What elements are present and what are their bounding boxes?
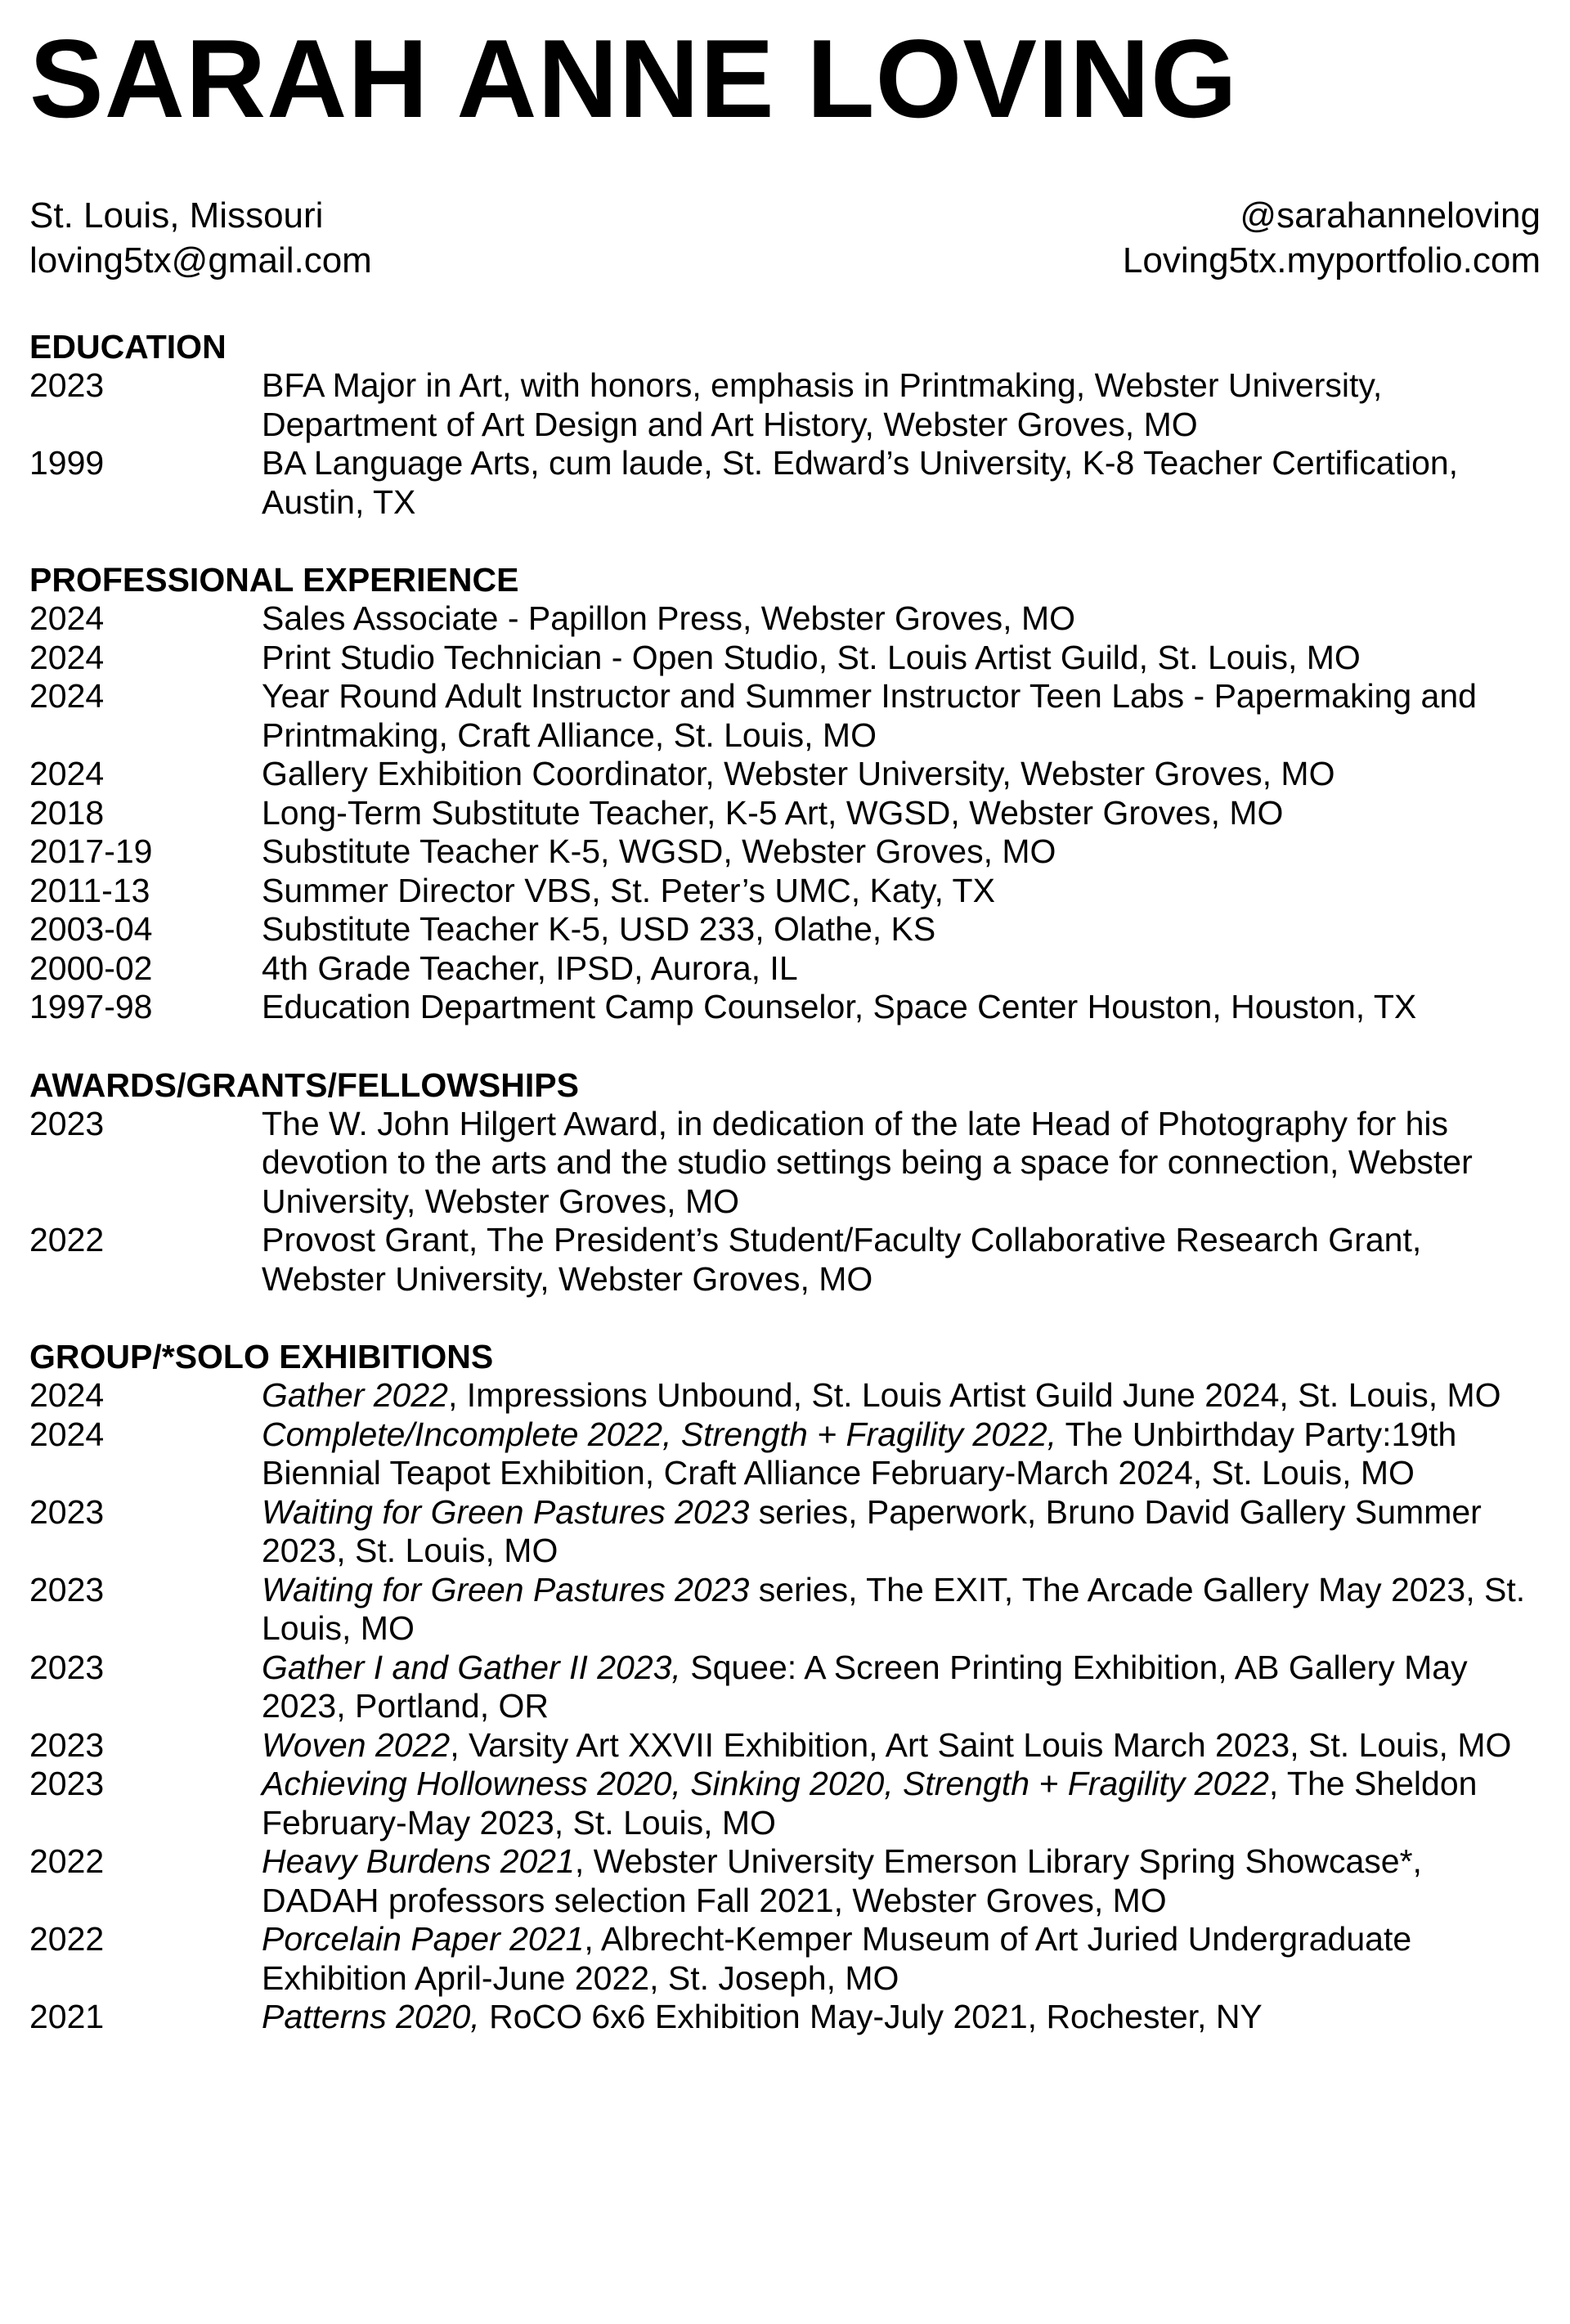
entry-description [262, 444, 1537, 522]
entry-text: series, The EXIT, The Arcade Gallery May 2023, St. Louis, MO [262, 1570, 1526, 1647]
entry-text: , Albrecht-Kemper Museum of Art Juried Undergraduate Exhibition April-June 2022, St. Joseph, MO [262, 1920, 1412, 1997]
entry-text: Provost Grant, The President’s Student/Faculty Collaborative Research Grant, Webster University, Webster Groves, MO [262, 1221, 1422, 1298]
entry-description [262, 599, 1537, 639]
entry-description [262, 1649, 1537, 1726]
contact-left [29, 193, 372, 283]
location-text: St. Louis, Missouri [29, 195, 324, 236]
entry-text: Summer Director VBS, St. Peter’s UMC, Katy, TX [262, 871, 995, 909]
entry-text: series, Paperwork, Bruno David Gallery Summer 2023, St. Louis, MO [262, 1492, 1482, 1569]
entry-row [29, 1920, 1541, 1998]
entry-year: 2023 [29, 1765, 105, 1802]
entry-year: 2024 [29, 1376, 105, 1414]
entry-year: 2022 [29, 1920, 105, 1958]
entry-year: 2021 [29, 1998, 105, 2035]
entry-text: BA Language Arts, cum laude, St. Edward’s University, K-8 Teacher Certification, Austin, TX [262, 444, 1459, 521]
entry-row [29, 599, 1541, 639]
entry-year: 2024 [29, 638, 105, 676]
work-title: Waiting for Green Pastures 2023 [262, 1492, 750, 1531]
entry-description [262, 1765, 1537, 1842]
entry-text: 4th Grade Teacher, IPSD, Aurora, IL [262, 949, 798, 987]
entry-year: 2024 [29, 599, 105, 637]
entry-row [29, 1842, 1541, 1920]
entry-year: 2023 [29, 1570, 105, 1608]
entry-description [262, 1726, 1537, 1765]
entry-row [29, 872, 1541, 911]
entry-row [29, 794, 1541, 833]
section-heading: GROUP/*SOLO EXHIBITIONS [29, 1338, 494, 1375]
entry-text: Substitute Teacher K-5, WGSD, Webster Groves, MO [262, 832, 1056, 870]
work-title: Gather I and Gather II 2023, [262, 1648, 681, 1686]
entry-description [262, 949, 1537, 989]
entry-row [29, 910, 1541, 949]
entry-text: Substitute Teacher K-5, USD 233, Olathe, KS [262, 910, 936, 948]
section-education [29, 327, 1541, 522]
entry-text: , Varsity Art XXVII Exhibition, Art Saint Louis March 2023, St. Louis, MO [450, 1725, 1512, 1764]
entry-text: The Unbirthday Party:19th Biennial Teapot Exhibition, Craft Alliance February-March 2024, St. Louis, MO [262, 1415, 1457, 1492]
entry-row [29, 1571, 1541, 1649]
social-handle: @sarahanneloving [1240, 195, 1541, 236]
email-text: loving5tx@gmail.com [29, 240, 372, 280]
entry-row [29, 1998, 1541, 2037]
entry-row [29, 1726, 1541, 1765]
entry-text: , Webster University Emerson Library Spring Showcase*, DADAH professors selection Fall 2021, Webster Groves, MO [262, 1842, 1422, 1919]
page-title: SARAH ANNE LOVING [29, 16, 1238, 141]
section-professional-experience [29, 560, 1541, 1027]
entry-text: Education Department Camp Counselor, Space Center Houston, Houston, TX [262, 988, 1417, 1025]
entry-year: 2022 [29, 1842, 105, 1880]
work-title: Achieving Hollowness 2020, Sinking 2020, Strength + Fragility 2022 [262, 1765, 1269, 1802]
entry-text: Squee: A Screen Printing Exhibition, AB Gallery May 2023, Portland, OR [262, 1648, 1468, 1725]
entry-row [29, 832, 1541, 872]
section-heading: PROFESSIONAL EXPERIENCE [29, 561, 519, 599]
work-title: Gather 2022 [262, 1376, 448, 1414]
entry-description [262, 1493, 1537, 1571]
entry-description [262, 677, 1537, 755]
entry-year: 2011-13 [29, 871, 150, 909]
entry-description [262, 366, 1537, 444]
contact-right [1123, 193, 1541, 283]
entry-description [262, 794, 1537, 833]
entry-description [262, 872, 1537, 911]
entry-description [262, 1415, 1537, 1493]
section-heading: EDUCATION [29, 328, 227, 366]
entry-row [29, 1105, 1541, 1222]
entry-description [262, 1105, 1537, 1222]
work-title: Heavy Burdens 2021 [262, 1842, 575, 1880]
entry-year: 1997-98 [29, 988, 153, 1025]
entry-text: Year Round Adult Instructor and Summer Instructor Teen Labs - Papermaking and Printmaking, Craft Alliance, St. Louis, MO [262, 677, 1477, 754]
section-awards-grants-fellowships [29, 1066, 1541, 1299]
entry-year: 2022 [29, 1221, 105, 1258]
entry-row [29, 366, 1541, 444]
entry-year: 2024 [29, 677, 105, 715]
entry-text: Gallery Exhibition Coordinator, Webster University, Webster Groves, MO [262, 755, 1335, 792]
resume-sections [29, 327, 1541, 2075]
entry-year: 2024 [29, 755, 105, 792]
entry-row [29, 1765, 1541, 1842]
entry-text: BFA Major in Art, with honors, emphasis in Printmaking, Webster University, Department of Art Design and Art History, Webster Groves, MO [262, 366, 1383, 443]
entry-year: 2017-19 [29, 832, 153, 870]
entry-row [29, 444, 1541, 522]
work-title: Porcelain Paper 2021 [262, 1920, 585, 1958]
section-heading: AWARDS/GRANTS/FELLOWSHIPS [29, 1066, 579, 1104]
entry-description [262, 1571, 1537, 1649]
entry-year: 2018 [29, 793, 105, 832]
entry-description [262, 1221, 1537, 1299]
entry-row [29, 949, 1541, 989]
entry-year: 2023 [29, 366, 105, 404]
work-title: Complete/Incomplete 2022, Strength + Fragility 2022, [262, 1415, 1057, 1453]
entry-description [262, 1376, 1537, 1415]
work-title: Patterns 2020, [262, 1998, 480, 2035]
entry-description [262, 755, 1537, 794]
entry-year: 2023 [29, 1492, 105, 1531]
entry-year: 2023 [29, 1648, 105, 1686]
entry-row [29, 1221, 1541, 1299]
work-title: Waiting for Green Pastures 2023 [262, 1570, 750, 1608]
website-text: Loving5tx.myportfolio.com [1122, 240, 1541, 280]
entry-description [262, 1842, 1537, 1920]
entry-row [29, 988, 1541, 1027]
entry-year: 2000-02 [29, 949, 153, 987]
entry-text: Long-Term Substitute Teacher, K-5 Art, WGSD, Webster Groves, MO [262, 793, 1284, 832]
entry-description [262, 1998, 1537, 2037]
work-title: Woven 2022 [262, 1725, 451, 1764]
entry-text: RoCO 6x6 Exhibition May-July 2021, Rochester, NY [479, 1998, 1263, 2035]
entry-text: Sales Associate - Papillon Press, Webster Groves, MO [262, 599, 1076, 637]
entry-row [29, 639, 1541, 678]
entry-row [29, 1493, 1541, 1571]
entry-year: 1999 [29, 444, 105, 482]
entry-year: 2023 [29, 1104, 105, 1142]
entry-description [262, 1920, 1537, 1998]
entry-description [262, 988, 1537, 1027]
entry-row [29, 677, 1541, 755]
entry-year: 2024 [29, 1415, 105, 1453]
entry-row [29, 1376, 1541, 1415]
entry-row [29, 755, 1541, 794]
entry-text: , The Sheldon February-May 2023, St. Louis, MO [262, 1765, 1478, 1842]
entry-year: 2023 [29, 1725, 105, 1764]
entry-description [262, 832, 1537, 872]
entry-text: Print Studio Technician - Open Studio, St. Louis Artist Guild, St. Louis, MO [262, 638, 1361, 676]
entry-row [29, 1649, 1541, 1726]
entry-description [262, 910, 1537, 949]
entry-year: 2003-04 [29, 910, 153, 948]
section-group-solo-exhibitions [29, 1337, 1541, 2037]
entry-row [29, 1415, 1541, 1493]
entry-text: The W. John Hilgert Award, in dedication of the late Head of Photography for his devotion to the arts and the studio settings being a space for connection, Webster University, Webster Groves, MO [262, 1104, 1473, 1220]
entry-text: , Impressions Unbound, St. Louis Artist Guild June 2024, St. Louis, MO [447, 1376, 1501, 1414]
entry-description [262, 639, 1537, 678]
